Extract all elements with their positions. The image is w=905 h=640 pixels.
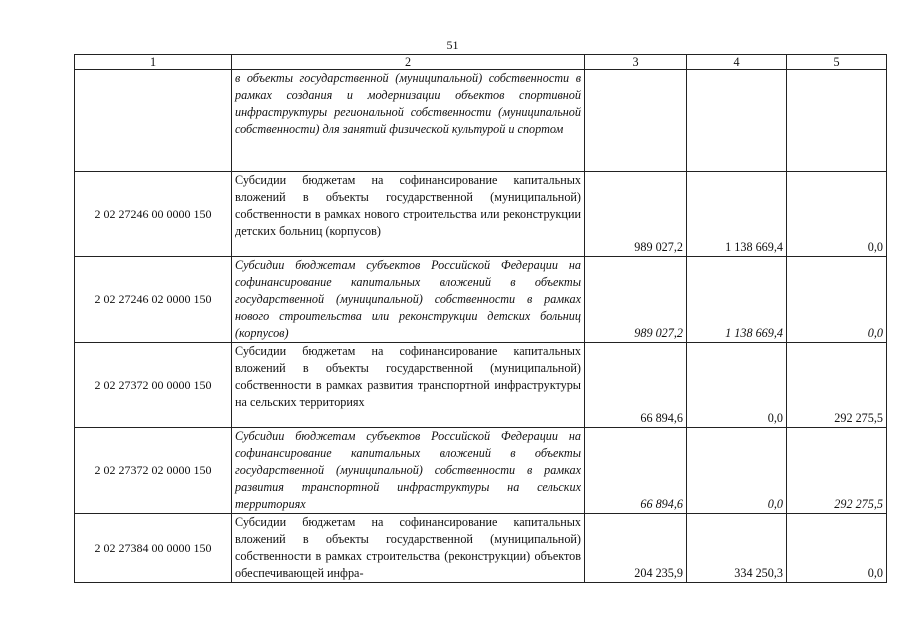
column-header-4: 4 xyxy=(687,55,787,70)
value-col4-cell: 1 138 669,4 xyxy=(687,172,787,257)
description-cell: Субсидии бюджетам на софинансирование капитальных вложений в объекты государственной (муниципальной) собственности в рамках развития транспортной инфраструктуры на сельских территориях xyxy=(232,343,585,428)
budget-code-cell: 2 02 27384 00 0000 150 xyxy=(75,514,232,583)
table-row xyxy=(75,343,887,428)
value-col5-cell xyxy=(787,70,887,172)
column-header-2: 2 xyxy=(232,55,585,70)
value-col4-cell: 0,0 xyxy=(687,343,787,428)
table-row xyxy=(75,172,887,257)
value-col5-cell: 292 275,5 xyxy=(787,428,887,514)
column-header-5: 5 xyxy=(787,55,887,70)
value-col5-cell: 0,0 xyxy=(787,257,887,343)
description-cell: Субсидии бюджетам на софинансирование капитальных вложений в объекты государственной (муниципальной) собственности в рамках нового строительства или реконструкции детских больниц (корпусов) xyxy=(232,172,585,257)
value-col4-cell: 334 250,3 xyxy=(687,514,787,583)
value-col3-cell: 204 235,9 xyxy=(585,514,687,583)
budget-code-cell: 2 02 27246 02 0000 150 xyxy=(75,257,232,343)
value-col4-cell xyxy=(687,70,787,172)
value-col3-cell: 989 027,2 xyxy=(585,172,687,257)
value-col5-cell: 292 275,5 xyxy=(787,343,887,428)
column-header-1: 1 xyxy=(75,55,232,70)
description-cell: Субсидии бюджетам на софинансирование капитальных вложений в объекты государственной (муниципальной) собственности в рамках строительства (реконструкции) объектов обеспечивающей инфра- xyxy=(232,514,585,583)
table-row xyxy=(75,70,887,172)
value-col4-cell: 1 138 669,4 xyxy=(687,257,787,343)
value-col3-cell: 989 027,2 xyxy=(585,257,687,343)
description-cell: в объекты государственной (муниципальной) собственности в рамках создания и модернизации объектов спортивной инфраструктуры региональной собственности (муниципальной собственности) для занятий физической культурой и спортом xyxy=(232,70,585,172)
budget-code-cell: 2 02 27372 02 0000 150 xyxy=(75,428,232,514)
page-number: 51 xyxy=(446,38,459,52)
value-col3-cell: 66 894,6 xyxy=(585,428,687,514)
table-row xyxy=(75,257,887,343)
budget-code-cell xyxy=(75,70,232,172)
value-col5-cell: 0,0 xyxy=(787,514,887,583)
budget-table xyxy=(74,54,887,583)
budget-code-cell: 2 02 27246 00 0000 150 xyxy=(75,172,232,257)
description-cell: Субсидии бюджетам субъектов Российской Федерации на софинансирование капитальных вложений в объекты государственной (муниципальной) собственности в рамках развития транспортной инфраструктуры на сельских территориях xyxy=(232,428,585,514)
description-cell: Субсидии бюджетам субъектов Российской Федерации на софинансирование капитальных вложений в объекты государственной (муниципальной) собственности в рамках нового строительства или реконструкции детских больниц (корпусов) xyxy=(232,257,585,343)
value-col3-cell: 66 894,6 xyxy=(585,343,687,428)
table-row xyxy=(75,428,887,514)
value-col5-cell: 0,0 xyxy=(787,172,887,257)
column-header-3: 3 xyxy=(585,55,687,70)
value-col4-cell: 0,0 xyxy=(687,428,787,514)
table-header-row xyxy=(75,55,887,70)
table-row xyxy=(75,514,887,583)
budget-code-cell: 2 02 27372 00 0000 150 xyxy=(75,343,232,428)
value-col3-cell xyxy=(585,70,687,172)
